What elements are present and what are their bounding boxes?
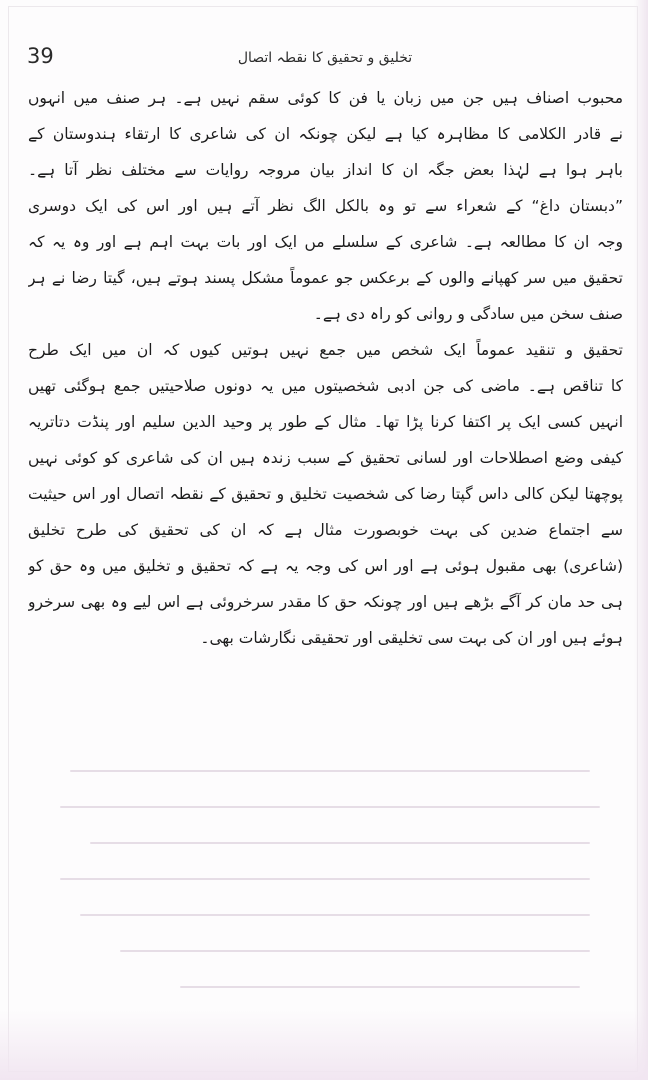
text-line: نے قادر الکلامی کا مظاہرہ کیا ہے لیکن چونکہ ان کی شاعری کا ارتقاء ہندوستان کے <box>28 125 623 143</box>
text-line: تحقیق میں سر کھپانے والوں کے برعکس جو عموماً مشکل پسند ہوتے ہیں، گیتا رضا نے ہر <box>28 269 623 287</box>
reverse-side-show-through <box>60 760 600 1020</box>
text-line: محبوب اصناف ہیں جن میں زبان یا فن کا کوئی سقم نہیں ہے۔ ہر صنف میں انہوں <box>28 89 623 107</box>
paragraph-end-line: ہوئے ہیں اور ان کی بہت سی تخلیقی اور تحقیقی نگارشات بھی۔ <box>200 629 623 647</box>
running-title: تخلیق و تحقیق کا نقطہ اتصال <box>237 50 413 66</box>
page-edge-shading <box>634 0 648 1080</box>
text-line: انہیں کسی ایک پر اکتفا کرنا پڑا تھا۔ مثال کے طور پر وحید الدین سلیم اور پنڈت دتاتریہ <box>28 413 623 431</box>
body-text <box>28 80 623 656</box>
text-line: ”دبستان داغ“ کے شعراء سے تو وہ بالکل الگ نظر آتے ہیں اور اس کی ایک دوسری <box>28 197 623 215</box>
ghost-line <box>60 806 600 808</box>
text-line: وجہ ان کا مطالعہ ہے۔ شاعری کے سلسلے مں ایک اور بات بہت اہم ہے اور وہ یہ کہ <box>28 233 623 251</box>
ghost-line <box>80 914 590 916</box>
ghost-line <box>90 842 590 844</box>
text-line: باہر ہوا ہے لہٰذا بعض جگہ ان کا انداز بیان مروجہ روایات سے مختلف نظر آتا ہے۔ <box>28 161 623 179</box>
ghost-line <box>120 950 590 952</box>
paragraph-start-line: تحقیق و تنقید عموماً ایک شخص میں جمع نہیں ہوتیں کیوں کہ ان میں ایک طرح <box>28 341 623 359</box>
page-number: 39 <box>27 44 54 68</box>
text-line: کا تناقص ہے۔ ماضی کی جن ادبی شخصیتوں میں یہ دونوں صلاحیتیں جمع ہوگئی تھیں <box>28 377 623 395</box>
text-line: (شاعری) بھی مقبول ہوئی ہے اور اس کی وجہ یہ ہے کہ تحقیق و تخلیق میں وہ حق کو <box>28 557 623 575</box>
ghost-line <box>180 986 580 988</box>
text-line: کیفی وضع اصطلاحات اور لسانی تحقیق کے سبب زندہ ہیں ان کی شاعری کو کوئی نہیں <box>28 449 623 467</box>
page-bottom-shading <box>0 1010 648 1080</box>
ghost-line <box>60 878 590 880</box>
paragraph-end-line: صنف سخن میں سادگی و روانی کو راہ دی ہے۔ <box>313 305 623 323</box>
text-line: سے اجتماع ضدین کی بہت خوبصورت مثال ہے کہ ان کی تحقیق کی طرح تخلیق <box>28 521 623 539</box>
text-line: ہی حد مان کر آگے بڑھے ہیں اور چونکہ حق کا مقدر سرخروئی ہے اس لیے وہ بھی سرخرو <box>28 593 623 611</box>
text-line: پوچھتا لیکن کالی داس گپتا رضا کی شخصیت تخلیق و تحقیق کے نقطہ اتصال اور اس حیثیت <box>28 485 623 503</box>
ghost-line <box>70 770 590 772</box>
